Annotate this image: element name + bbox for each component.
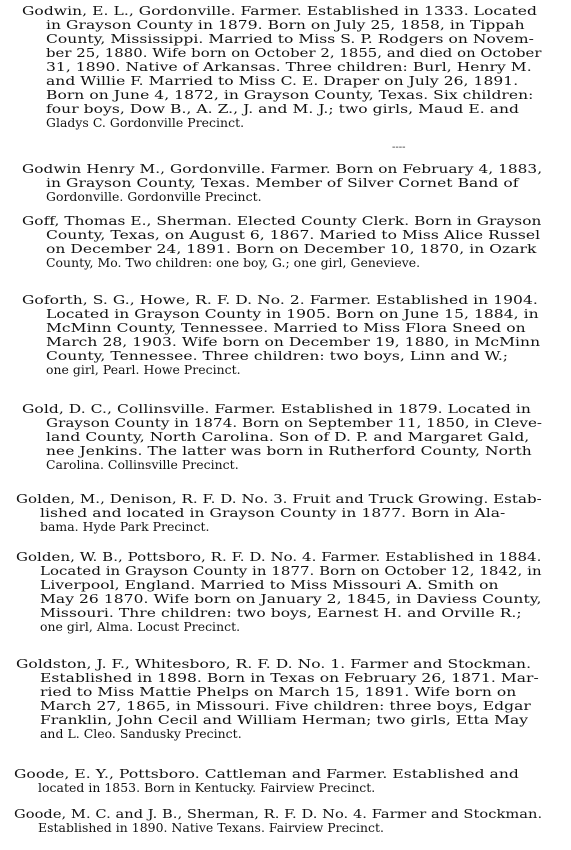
separator-mark: ---- [392,142,406,153]
entry-text-line: ried to Miss Mattie Phelps on March 15, 1891. Wife born on [40,684,517,699]
entry-text-line: County, Mississippi. Married to Miss S. P. Rodgers on Novem- [46,31,534,46]
entry-text-line: Established in 1890. Native Texans. Fairview Precinct. [38,820,385,835]
entry-text-line: May 26 1870. Wife born on January 2, 1845, in Daviess County, [40,591,542,606]
entry-text-line: one girl, Alma. Locust Precinct. [40,619,241,634]
entry-text-line: bama. Hyde Park Precinct. [40,519,210,534]
entry-text-line: County, Tennessee. Three children: two boys, Linn and W.; [46,348,509,363]
entry-text-line: one girl, Pearl. Howe Precinct. [46,362,241,377]
entry-heading-line: Goforth, S. G., Howe, R. F. D. No. 2. Farmer. Established in 1904. [22,292,538,307]
entry-text-line: Born on June 4, 1872, in Grayson County, Texas. Six children: [46,87,534,102]
entry-text-line: located in 1853. Born in Kentucky. Fairview Precinct. [38,780,376,795]
entry-text-line: nee Jenkins. The latter was born in Rutherford County, North [46,443,532,458]
entry-text-line: Franklin, John Cecil and William Herman; two girls, Etta May [40,712,529,727]
entry-heading-line: Goode, E. Y., Pottsboro. Cattleman and Farmer. Established and [14,766,519,781]
entry-text-line: and L. Cleo. Sandusky Precinct. [40,726,242,741]
entry-text-line: ber 25, 1880. Wife born on October 2, 1855, and died on October [46,45,542,60]
entry-text-line: on December 24, 1891. Born on December 10, 1870, in Ozark [46,241,537,256]
entry-heading-line: Goldston, J. F., Whitesboro, R. F. D. No. 1. Farmer and Stockman. [16,656,532,671]
entry-text-line: 31, 1890. Native of Arkansas. Three children: Burl, Henry M. [46,59,532,74]
entry-text-line: Gladys C. Gordonville Precinct. [46,115,245,130]
entry-text-line: March 27, 1865, in Missouri. Five children: three boys, Edgar [40,698,531,713]
entry-text-line: and Willie F. Married to Miss C. E. Draper on July 26, 1891. [46,73,519,88]
entry-heading-line: Gold, D. C., Collinsville. Farmer. Established in 1879. Located in [22,401,531,416]
entry-text-line: Liverpool, England. Married to Miss Missouri A. Smith on [40,577,499,592]
entry-text-line: March 28, 1903. Wife born on December 19, 1880, in McMinn [46,334,541,349]
entry-heading-line: Goff, Thomas E., Sherman. Elected County Clerk. Born in Grayson [22,213,542,228]
entry-text-line: Missouri. Thre children: two boys, Earnest H. and Orville R.; [40,605,522,620]
entry-heading-line: Golden, M., Denison, R. F. D. No. 3. Fruit and Truck Growing. Estab- [16,491,542,506]
entry-text-line: County, Texas, on August 6, 1867. Maried to Miss Alice Russel [46,227,541,242]
entry-heading-line: Golden, W. B., Pottsboro, R. F. D. No. 4. Farmer. Established in 1884. [16,549,542,564]
entry-text-line: in Grayson County in 1879. Born on July 25, 1858, in Tippah [46,17,525,32]
entry-text-line: Located in Grayson County in 1877. Born on October 12, 1842, in [40,563,542,578]
entry-heading-line: Goode, M. C. and J. B., Sherman, R. F. D. No. 4. Farmer and Stockman. [14,806,543,821]
entry-text-line: Grayson County in 1874. Born on September 11, 1850, in Cleve- [46,415,543,430]
entry-text-line: Established in 1898. Born in Texas on February 26, 1871. Mar- [40,670,539,685]
entry-text-line: Gordonville. Gordonville Precinct. [46,189,262,204]
entry-text-line: County, Mo. Two children: one boy, G.; one girl, Genevieve. [46,255,421,270]
entry-text-line: land County, North Carolina. Son of D. P. and Margaret Gald, [46,429,530,444]
entry-text-line: McMinn County, Tennessee. Married to Miss Flora Sneed on [46,320,526,335]
entry-heading-line: Godwin, E. L., Gordonville. Farmer. Established in 1333. Located [22,3,537,18]
entry-text-line: four boys, Dow B., A. Z., J. and M. J.; two girls, Maud E. and [46,101,520,116]
entry-text-line: lished and located in Grayson County in 1877. Born in Ala- [40,505,506,520]
entry-heading-line: Godwin Henry M., Gordonville. Farmer. Born on February 4, 1883, [22,161,543,176]
entry-text-line: in Grayson County, Texas. Member of Silver Cornet Band of [46,175,519,190]
entry-text-line: Located in Grayson County in 1905. Born on June 15, 1884, in [46,306,539,321]
entry-text-line: Carolina. Collinsville Precinct. [46,457,239,472]
